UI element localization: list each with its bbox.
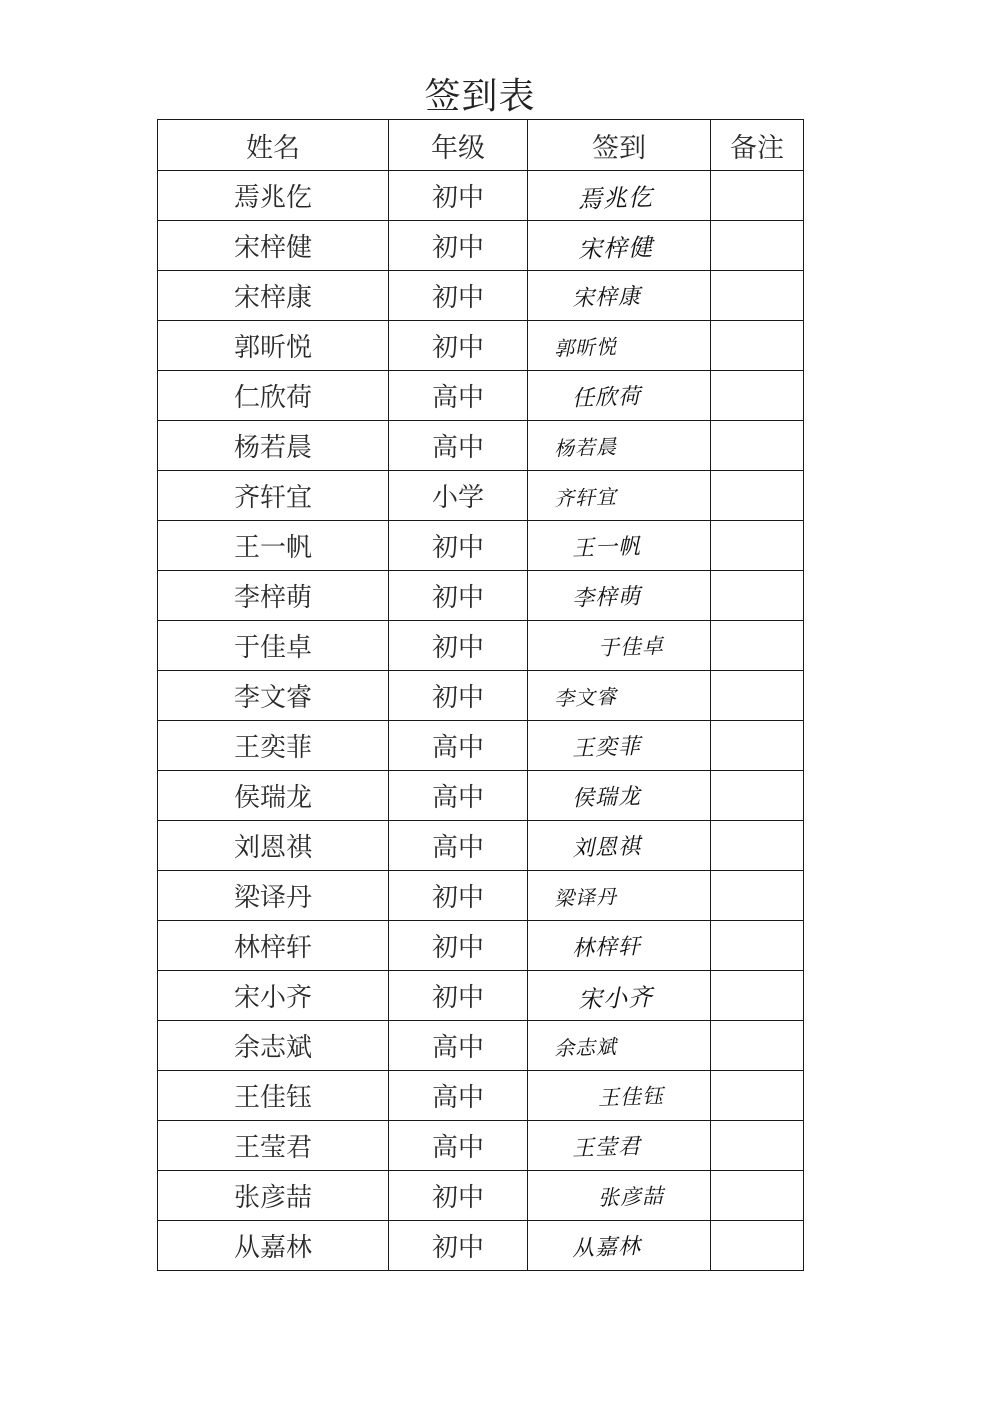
name-cell: 李文睿	[158, 671, 389, 721]
signature-cell	[528, 321, 711, 371]
name-cell: 仁欣荷	[158, 371, 389, 421]
name-cell: 张彦喆	[158, 1171, 389, 1221]
signature-cell	[528, 1071, 711, 1121]
handwritten-signature: 焉兆仡	[577, 182, 654, 214]
table-row	[158, 221, 804, 271]
handwritten-signature: 李梓萌	[571, 583, 642, 612]
column-header-name: 姓名	[158, 120, 389, 171]
grade-cell: 初中	[389, 671, 528, 721]
handwritten-signature: 张彦喆	[597, 1183, 665, 1210]
signature-cell	[528, 421, 711, 471]
header-row	[158, 120, 804, 171]
signature-cell	[528, 721, 711, 771]
note-cell	[711, 371, 804, 421]
signature-cell	[528, 171, 711, 221]
note-cell	[711, 1121, 804, 1171]
handwritten-signature: 任欣荷	[571, 383, 642, 412]
handwritten-signature: 王莹君	[571, 1133, 642, 1162]
table-row	[158, 971, 804, 1021]
note-cell	[711, 421, 804, 471]
grade-cell: 高中	[389, 721, 528, 771]
handwritten-signature: 从嘉林	[571, 1233, 642, 1262]
note-cell	[711, 721, 804, 771]
signature-cell	[528, 821, 711, 871]
table-row	[158, 1171, 804, 1221]
handwritten-signature: 林梓轩	[571, 933, 642, 962]
name-cell: 齐轩宜	[158, 471, 389, 521]
handwritten-signature: 宋梓健	[577, 232, 654, 264]
grade-cell: 高中	[389, 1021, 528, 1071]
table-row	[158, 771, 804, 821]
table-row	[158, 721, 804, 771]
handwritten-signature: 杨若晨	[553, 433, 618, 461]
signature-cell	[528, 871, 711, 921]
grade-cell: 初中	[389, 621, 528, 671]
name-cell: 梁译丹	[158, 871, 389, 921]
table-row	[158, 321, 804, 371]
grade-cell: 小学	[389, 471, 528, 521]
handwritten-signature: 刘恩祺	[571, 833, 642, 862]
signature-cell	[528, 471, 711, 521]
handwritten-signature: 梁译丹	[553, 883, 618, 911]
table-row	[158, 571, 804, 621]
table-row	[158, 421, 804, 471]
grade-cell: 初中	[389, 271, 528, 321]
handwritten-signature: 宋小齐	[577, 982, 654, 1014]
table-row	[158, 171, 804, 221]
signature-cell	[528, 521, 711, 571]
handwritten-signature: 王一帆	[571, 533, 642, 562]
handwritten-signature: 宋梓康	[571, 283, 642, 312]
name-cell: 于佳卓	[158, 621, 389, 671]
name-cell: 宋梓康	[158, 271, 389, 321]
page-title: 签到表	[424, 76, 536, 117]
table-row	[158, 271, 804, 321]
signature-cell	[528, 921, 711, 971]
table-row	[158, 371, 804, 421]
signature-cell	[528, 621, 711, 671]
note-cell	[711, 271, 804, 321]
signin-table	[157, 119, 804, 1271]
grade-cell: 初中	[389, 321, 528, 371]
note-cell	[711, 171, 804, 221]
note-cell	[711, 621, 804, 671]
table-row	[158, 921, 804, 971]
name-cell: 侯瑞龙	[158, 771, 389, 821]
signature-cell	[528, 371, 711, 421]
column-header-grade: 年级	[389, 120, 528, 171]
handwritten-signature: 王奕菲	[571, 733, 642, 762]
name-cell: 宋小齐	[158, 971, 389, 1021]
note-cell	[711, 521, 804, 571]
signature-cell	[528, 1221, 711, 1271]
name-cell: 王佳钰	[158, 1071, 389, 1121]
signature-cell	[528, 671, 711, 721]
note-cell	[711, 221, 804, 271]
name-cell: 余志斌	[158, 1021, 389, 1071]
handwritten-signature: 侯瑞龙	[571, 783, 642, 812]
table-row	[158, 871, 804, 921]
table-row	[158, 471, 804, 521]
grade-cell: 高中	[389, 1071, 528, 1121]
handwritten-signature: 余志斌	[553, 1033, 618, 1061]
note-cell	[711, 1171, 804, 1221]
signature-cell	[528, 1171, 711, 1221]
name-cell: 杨若晨	[158, 421, 389, 471]
column-header-signature: 签到	[528, 120, 711, 171]
note-cell	[711, 871, 804, 921]
name-cell: 王一帆	[158, 521, 389, 571]
table-row	[158, 1121, 804, 1171]
note-cell	[711, 971, 804, 1021]
grade-cell: 初中	[389, 521, 528, 571]
note-cell	[711, 1021, 804, 1071]
handwritten-signature: 郭昕悦	[553, 333, 618, 361]
name-cell: 王奕菲	[158, 721, 389, 771]
column-header-note: 备注	[711, 120, 804, 171]
grade-cell: 高中	[389, 421, 528, 471]
signature-cell	[528, 1021, 711, 1071]
signature-cell	[528, 971, 711, 1021]
note-cell	[711, 771, 804, 821]
grade-cell: 初中	[389, 221, 528, 271]
grade-cell: 初中	[389, 1221, 528, 1271]
grade-cell: 初中	[389, 571, 528, 621]
signature-cell	[528, 571, 711, 621]
name-cell: 宋梓健	[158, 221, 389, 271]
grade-cell: 高中	[389, 771, 528, 821]
name-cell: 刘恩祺	[158, 821, 389, 871]
grade-cell: 初中	[389, 921, 528, 971]
grade-cell: 初中	[389, 971, 528, 1021]
table-row	[158, 671, 804, 721]
handwritten-signature: 王佳钰	[597, 1083, 665, 1110]
name-cell: 焉兆仡	[158, 171, 389, 221]
table-row	[158, 621, 804, 671]
signature-cell	[528, 271, 711, 321]
name-cell: 林梓轩	[158, 921, 389, 971]
name-cell: 王莹君	[158, 1121, 389, 1171]
grade-cell: 高中	[389, 821, 528, 871]
note-cell	[711, 1071, 804, 1121]
note-cell	[711, 471, 804, 521]
name-cell: 李梓萌	[158, 571, 389, 621]
note-cell	[711, 921, 804, 971]
name-cell: 郭昕悦	[158, 321, 389, 371]
note-cell	[711, 821, 804, 871]
handwritten-signature: 齐轩宜	[553, 483, 618, 511]
name-cell: 从嘉林	[158, 1221, 389, 1271]
signature-cell	[528, 771, 711, 821]
grade-cell: 初中	[389, 171, 528, 221]
note-cell	[711, 321, 804, 371]
note-cell	[711, 1221, 804, 1271]
grade-cell: 初中	[389, 871, 528, 921]
note-cell	[711, 671, 804, 721]
table-row	[158, 1071, 804, 1121]
note-cell	[711, 571, 804, 621]
grade-cell: 高中	[389, 371, 528, 421]
grade-cell: 初中	[389, 1171, 528, 1221]
grade-cell: 高中	[389, 1121, 528, 1171]
table-row	[158, 1021, 804, 1071]
table-row	[158, 1221, 804, 1271]
table-row	[158, 521, 804, 571]
handwritten-signature: 于佳卓	[597, 633, 665, 660]
table-row	[158, 821, 804, 871]
handwritten-signature: 李文睿	[553, 683, 618, 711]
signature-cell	[528, 221, 711, 271]
signature-cell	[528, 1121, 711, 1171]
